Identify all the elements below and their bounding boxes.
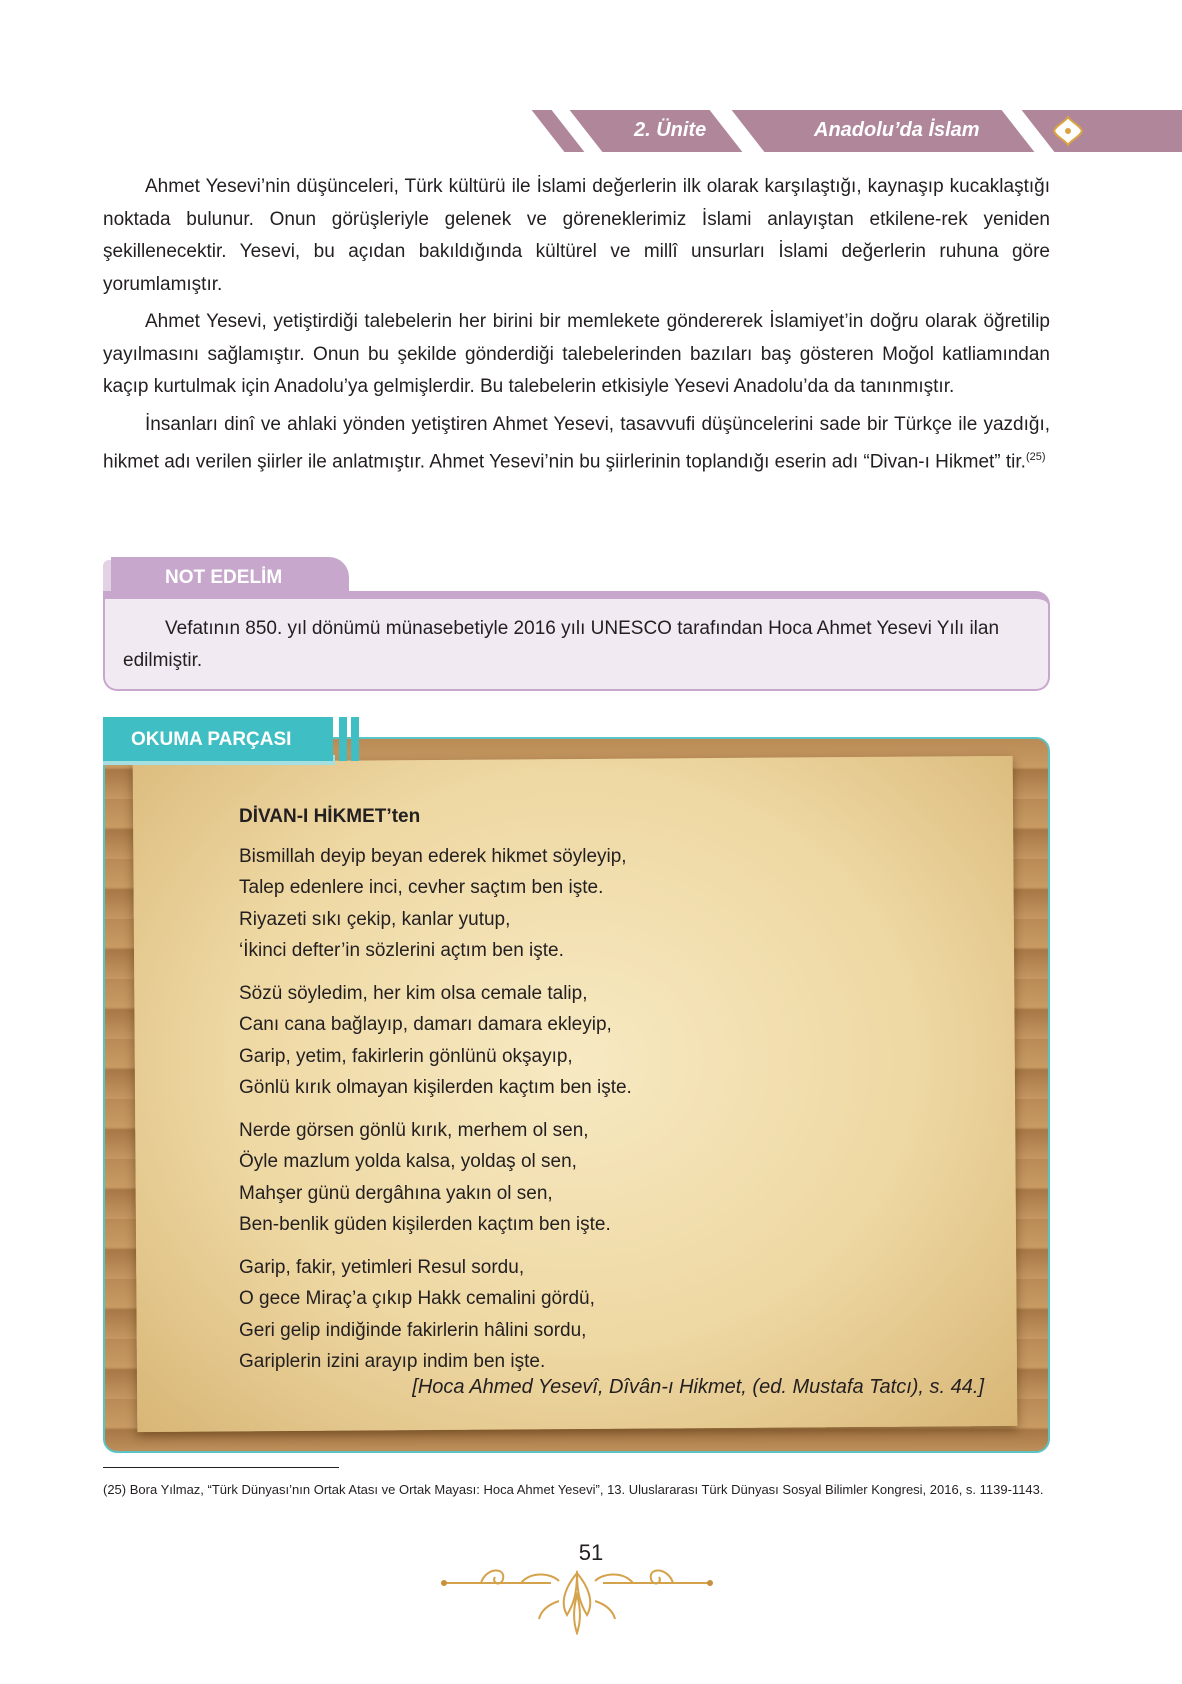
paragraph: İnsanları dinî ve ahlaki yönden yetiştiren Ahmet Yesevi, tasavvufi düşüncelerini sade bir Türkçe ile yazdığı, hikmet adı verilen şiirler ile anlatmıştır. Ahmet Yesevi’nin bu şiirlerinin toplandığı eserin adı “Divan-ı Hikmet” tir.$^{(25)}$ (103, 413, 1050, 473)
footnote: (25) Bora Yılmaz, “Türk Dünyası’nın Ortak Atası ve Ortak Mayası: Hoca Ahmet Yesevi”, 13. Uluslararası Türk Dünyası Sosyal Bilimler Kongresi, 2016, s. 1139-1143. (103, 1482, 1044, 1497)
verse: ‘İkinci defter’in sözlerini açtım ben işte. (239, 940, 564, 961)
verse: Bismillah deyip beyan ederek hikmet söyleyip, (239, 845, 627, 867)
ornament-divider-icon (441, 1565, 713, 1635)
tab-bars (339, 717, 365, 761)
verse: Talep edenlere inci, cevher saçtım ben işte. (239, 877, 604, 898)
ornament-icon (1050, 113, 1086, 149)
footnote-ref[interactable]: (25) (1025, 451, 1046, 463)
header-end-band (1022, 110, 1182, 152)
verse: Mahşer günü dergâhına yakın ol sen, (239, 1182, 553, 1204)
verse: Canı cana bağlayıp, damarı damara ekleyip, (239, 1014, 612, 1035)
stanza (239, 841, 632, 967)
reading-label: OKUMA PARÇASI (103, 717, 333, 761)
verse: Sözü söyledim, her kim olsa cemale talip, (239, 982, 588, 1004)
unit-title: Anadolu’da İslam (814, 119, 980, 141)
note-box (103, 557, 1050, 691)
stanza (239, 978, 632, 1104)
verse: Garip, fakir, yetimleri Resul sordu, (239, 1256, 525, 1278)
paragraph: Ahmet Yesevi, yetiştirdiği talebelerin her birini bir memlekete göndererek İslamiyet’in doğru olarak öğretilip yayılmasını sağlamıştır. Onun bu şekilde gönderdiği talebelerinden bazıları baş gösteren Moğol katliamından kaçıp kurtulmak için Anadolu’ya gelmişlerdir. Bu talebelerin etkisiyle Yesevi Anadolu’da da tanınmıştır. (103, 311, 1050, 397)
reading-section (103, 717, 1050, 1453)
unit-label: 2. Ünite (634, 119, 707, 141)
note-label: NOT EDELİM (111, 557, 349, 597)
paragraph: Ahmet Yesevi’nin düşünceleri, Türk kültürü ile İslami değerlerin ilk olarak karşılaştığı, kaynaşıp kucaklaştığı noktada bulunur. Onun görüşleriyle gelenek ve göreneklerimiz İslami anlayıştan etkilene-rek yeniden şekillenecektir. Yesevi, bu açıdan bakıldığında kültürel ve millî unsurları İslami değerlerin ruhuna göre yorumlamıştır. (103, 176, 1050, 295)
verse: Geri gelip indiğinde fakirlerin hâlini sordu, (239, 1319, 587, 1341)
citation: [Hoca Ahmed Yesevî, Dîvân-ı Hikmet, (ed. Mustafa Tatcı), s. 44.] (412, 1376, 984, 1398)
stanza (239, 1252, 632, 1378)
verse: Riyazeti sıkı çekip, kanlar yutup, (239, 908, 511, 930)
body-text (103, 171, 1050, 484)
poem (239, 801, 632, 1389)
verse: Gariplerin izini arayıp indim ben işte. (239, 1351, 546, 1372)
verse: O gece Miraç’a çıkıp Hakk cemalini gördü, (239, 1288, 595, 1309)
verse: Ben-benlik güden kişilerden kaçtım ben işte. (239, 1214, 611, 1235)
unit-header (548, 110, 1182, 152)
footnote-divider (103, 1467, 339, 1468)
verse: Nerde görsen gönlü kırık, merhem ol sen, (239, 1119, 589, 1141)
note-text: Vefatının 850. yıl dönümü münasebetiyle 2016 yılı UNESCO tarafından Hoca Ahmet Yesevi Yılı ilan edilmiştir. (123, 618, 1000, 671)
verse: Gönlü kırık olmayan kişilerden kaçtım ben işte. (239, 1077, 632, 1098)
verse: Öyle mazlum yolda kalsa, yoldaş ol sen, (239, 1151, 577, 1172)
wood-background (103, 737, 1050, 1453)
poem-title: DİVAN-I HİKMET’ten (239, 806, 421, 827)
stanza (239, 1115, 632, 1241)
page-number: 51 (578, 1540, 604, 1565)
verse: Garip, yetim, fakirlerin gönlünü okşayıp, (239, 1045, 573, 1067)
